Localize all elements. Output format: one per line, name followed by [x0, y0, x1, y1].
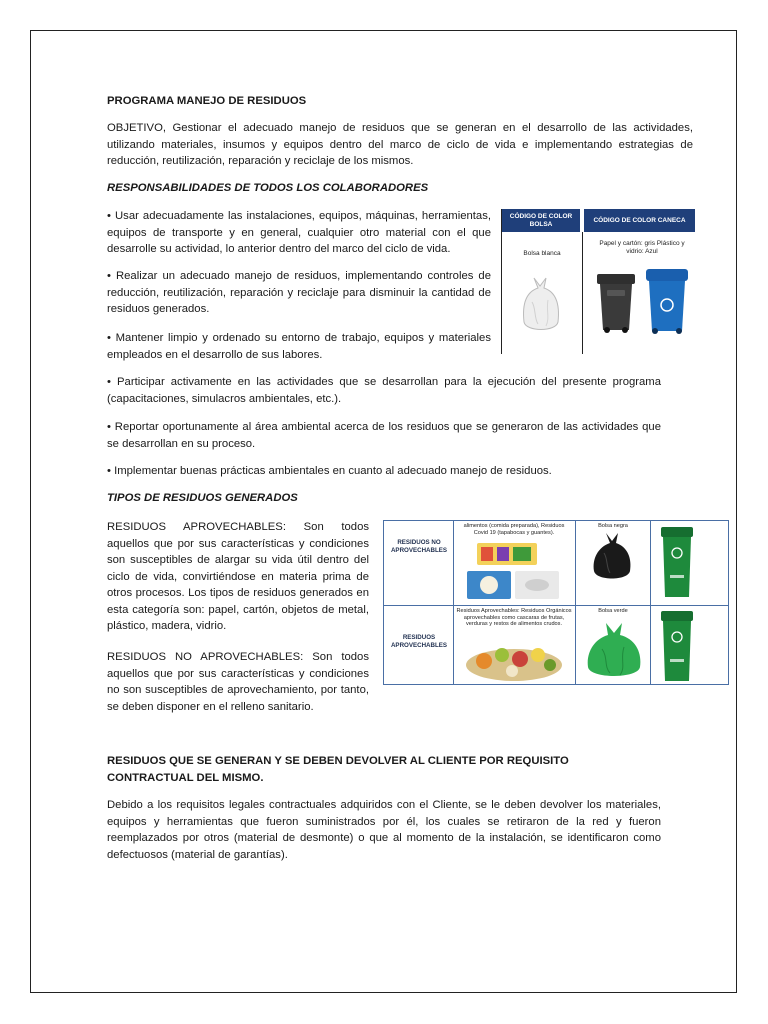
gray-bin-icon: [595, 270, 637, 334]
white-bag-label: Bolsa blanca: [523, 250, 561, 257]
column-divider: [650, 521, 651, 684]
aprovechables-paragraph: RESIDUOS APROVECHABLES: Son todos aquellos que por sus características y condiciones son susceptibles de alargar su vida útil dentro del ciclo de vida, convirtiéndose en materia prima de otros procesos. Los tipos de residuos generados en esta categoría son: papel, cartón, objetos de metal, plástico, madera, vidrio.: [107, 521, 369, 632]
green-bag-icon: [584, 621, 644, 681]
document-page: [30, 30, 737, 993]
bullet-item: • Implementar buenas prácticas ambientales en cuanto al adecuado manejo de residuos.: [107, 465, 552, 477]
black-bag-icon: [590, 531, 634, 581]
return-paragraph: Debido a los requisitos legales contractuales adquiridos con el Cliente, se le deben devolver los materiales, equipos y herramientas que fueron suministrados por él, los cuales se retiraron de la red y fueron reemplazados por otros (material de desmonte) o que al momento de la instalación, se identificaron como defectuosos (material de garantías).: [107, 799, 661, 861]
responsibilities-heading: RESPONSABILIDADES DE TODOS LOS COLABORADORES: [107, 182, 429, 194]
can-color-label: Papel y cartón: gris Plástico y vidrio: Azul: [599, 240, 685, 255]
types-heading: TIPOS DE RESIDUOS GENERADOS: [107, 492, 298, 504]
row2-label: RESIDUOS APROVECHABLES: [390, 634, 448, 649]
column-divider: [575, 521, 576, 684]
column-divider: [582, 232, 583, 354]
bullet-item: • Mantener limpio y ordenado su entorno de trabajo, equipos y materiales empleados en el desarrollo de sus labores.: [107, 332, 491, 361]
bag-color-header: CÓDIGO DE COLOR BOLSA: [502, 209, 580, 232]
waste-types-table: [383, 520, 729, 685]
green-bin-icon: [660, 609, 694, 683]
blue-bin-icon: [644, 265, 690, 335]
objective-paragraph: OBJETIVO, Gestionar el adecuado manejo de residuos que se generan en el desarrollo de las actividades, utilizando materiales, insumos y equipos dentro del marco de ciclo de vida e implementando estrategias de reducción, reutilización, reparación y reciclaje de los mismos.: [107, 122, 693, 167]
row1-bag-label: Bolsa negra: [598, 523, 628, 529]
return-heading: RESIDUOS QUE SE GENERAN Y SE DEBEN DEVOLVER AL CLIENTE POR REQUISITO CONTRACTUAL DEL MISMO.: [107, 755, 569, 784]
row2-bag-label: Bolsa verde: [598, 608, 628, 614]
bullet-item: • Realizar un adecuado manejo de residuos, implementando controles de reducción, reutilización, reparación y reciclaje para disminuir la cantidad de residuos generados.: [107, 270, 491, 315]
food-waste-icon: [467, 541, 559, 601]
row-divider: [384, 605, 728, 606]
row2-description: Residuos Aprovechables: Residuos Orgánicos aprovechables como cascaras de frutas, verduras y restos de alimentos crudos.: [456, 608, 572, 628]
bullet-item: • Usar adecuadamente las instalaciones, equipos, máquinas, herramientas, equipos de transporte y en general, cualquier otro material con el que desarrolle su actividad, lo anterior dentro del marco del ciclo de vida.: [107, 210, 491, 255]
row1-label: RESIDUOS NO APROVECHABLES: [390, 539, 448, 554]
organic-waste-icon: [462, 635, 566, 683]
document-title: PROGRAMA MANEJO DE RESIDUOS: [107, 95, 307, 107]
column-divider: [453, 521, 454, 684]
green-bin-icon: [660, 525, 694, 599]
bullet-item: • Participar activamente en las actividades que se desarrollan para la ejecución del presente programa (capacitaciones, simulacros ambientales, etc.).: [107, 376, 661, 405]
color-code-table: [501, 209, 695, 354]
no-aprovechables-paragraph: RESIDUOS NO APROVECHABLES: Son todos aquellos que por sus características y condiciones no son susceptibles de aprovechamiento, por tanto, se deben disponer en el relleno sanitario.: [107, 651, 369, 713]
can-color-header: CÓDIGO DE COLOR CANECA: [584, 209, 695, 232]
white-bag-icon: [518, 274, 564, 336]
row1-description: alimentos (comida preparada), Residuos Covid 19 (tapabocas y guantes).: [463, 523, 565, 536]
bullet-item: • Reportar oportunamente al área ambiental acerca de los residuos que se generaron de las actividades que se desarrollan en su proceso.: [107, 421, 661, 450]
